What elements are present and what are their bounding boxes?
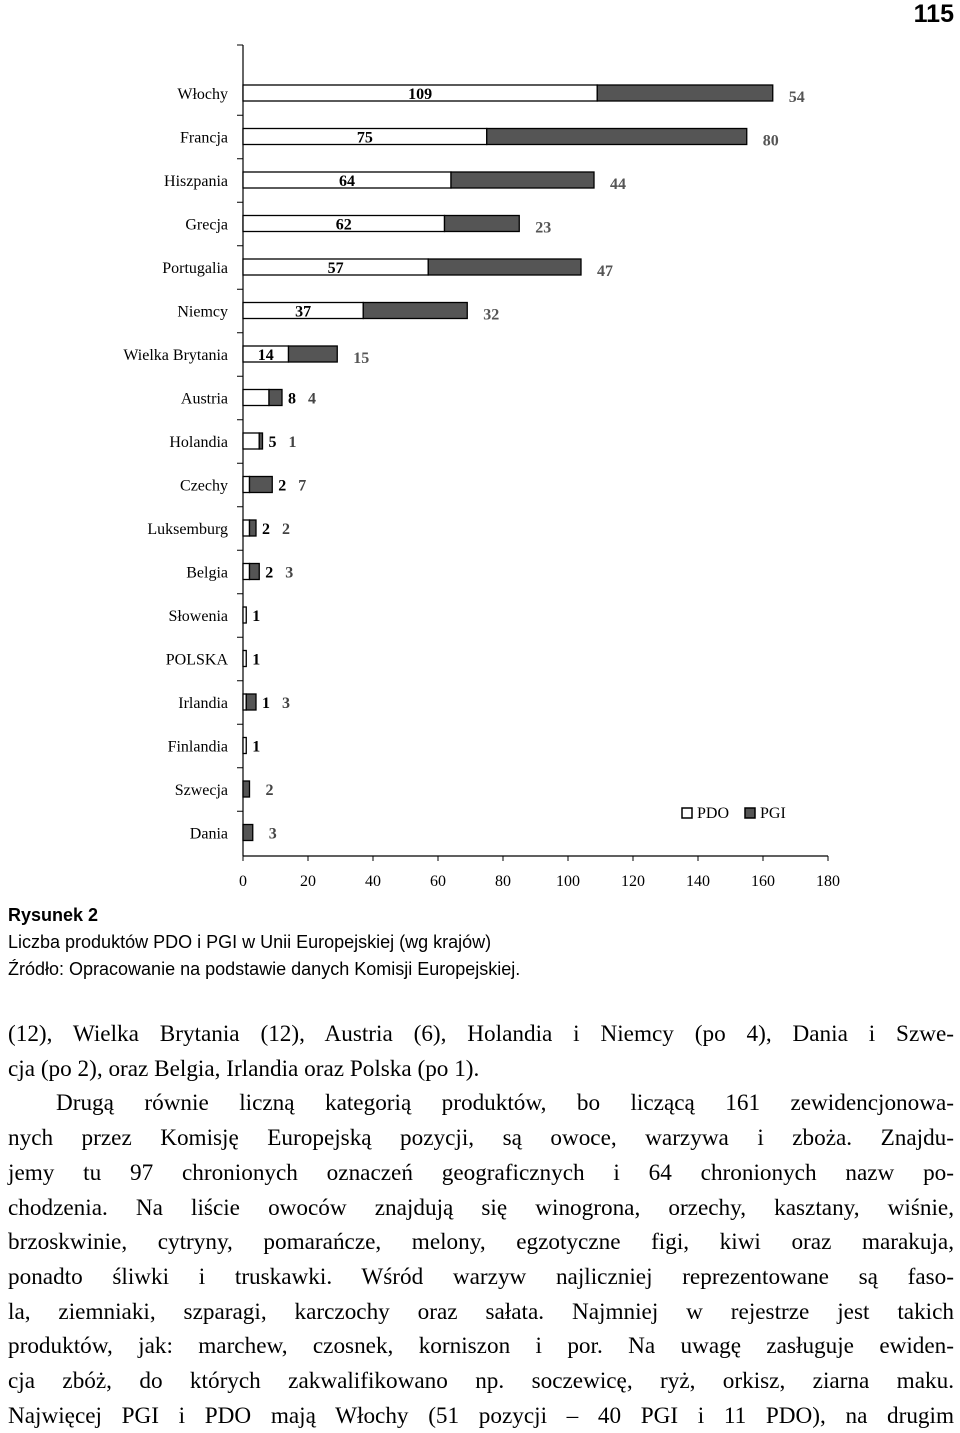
chart-legend xyxy=(682,805,786,822)
data-label-pdo: 75 xyxy=(356,129,373,147)
category-label: Irlandia xyxy=(178,695,228,712)
data-label-pgi: 3 xyxy=(268,825,277,843)
x-tick-label: 100 xyxy=(556,873,580,890)
x-tick-label: 140 xyxy=(686,873,710,890)
x-tick-labels xyxy=(239,873,840,890)
body-line: Drugą równie liczną kategorią produktów, bo liczącą 161 zewidencjonowa- xyxy=(56,1090,954,1117)
data-labels xyxy=(252,86,805,843)
data-label-pdo: 2 xyxy=(265,564,274,582)
page-number: 115 xyxy=(913,0,954,28)
figure-label: Rysunek 2 xyxy=(8,905,99,925)
body-line: (12), Wielka Brytania (12), Austria (6), Holandia i Niemcy (po 4), Dania i Szwe- xyxy=(8,1021,954,1047)
category-label: Niemcy xyxy=(177,303,228,321)
data-label-pdo: 2 xyxy=(262,521,270,538)
data-label-pdo: 109 xyxy=(408,86,433,103)
body-line: jemy tu 97 chronionych oznaczeń geograficznych i 64 chronionych nazw po- xyxy=(8,1159,954,1186)
bar-pdo xyxy=(243,520,250,536)
category-label: Czechy xyxy=(180,477,228,495)
data-label-pdo: 37 xyxy=(295,303,312,321)
x-tick-label: 160 xyxy=(751,873,775,890)
category-label: Grecja xyxy=(185,216,228,234)
data-label-pgi: 2 xyxy=(282,521,290,538)
body-line: produktów, jak: marchew, czosnek, korniszon i por. Na uwagę zasługuje ewiden- xyxy=(8,1333,954,1360)
x-tick-label: 180 xyxy=(816,873,840,890)
body-line: la, ziemniaki, szparagi, karczochy oraz sałata. Najmniej w rejestrze jest takich xyxy=(8,1298,954,1325)
bar-pgi xyxy=(243,781,250,797)
category-label: Portugalia xyxy=(162,260,228,277)
data-label-pdo: 5 xyxy=(268,434,277,451)
data-label-pgi: 80 xyxy=(762,132,779,150)
data-label-pgi: 47 xyxy=(597,263,613,280)
data-label-pgi: 54 xyxy=(788,89,805,106)
body-line: brzoskwinie, cytryny, pomarańcze, melony, egzotyczne figi, kiwi oraz marakuja, xyxy=(8,1229,954,1256)
category-label: Belgia xyxy=(186,564,228,582)
bar-pdo xyxy=(243,477,250,493)
bar-pdo xyxy=(243,433,259,449)
figure-caption xyxy=(8,902,948,983)
body-text xyxy=(8,1017,954,1433)
data-label-pdo: 62 xyxy=(335,216,352,234)
bar-pgi xyxy=(428,259,581,275)
figure-source: Źródło: Opracowanie na podstawie danych Komisji Europejskiej. xyxy=(8,959,521,979)
data-label-pgi: 3 xyxy=(285,564,294,582)
bar-pgi xyxy=(259,433,262,449)
chart-axes xyxy=(237,45,828,861)
bar-pdo xyxy=(243,651,246,667)
data-label-pdo: 57 xyxy=(327,260,344,277)
category-label: Finlandia xyxy=(167,738,228,756)
x-tick-label: 60 xyxy=(430,873,446,890)
legend-swatch-pdo xyxy=(682,808,692,818)
category-label: Hiszpania xyxy=(164,173,228,190)
x-tick-label: 120 xyxy=(621,873,645,890)
category-label: Francja xyxy=(180,129,228,147)
data-label-pdo: 8 xyxy=(288,390,296,408)
legend-label-pgi: PGI xyxy=(760,805,786,822)
bar-pgi xyxy=(597,85,773,101)
chart-bars xyxy=(243,85,773,841)
data-label-pdo: 1 xyxy=(252,608,261,625)
data-label-pgi: 7 xyxy=(298,477,307,495)
bar-pgi xyxy=(250,520,257,536)
category-label: Dania xyxy=(189,825,228,843)
x-tick-label: 20 xyxy=(300,873,316,890)
bar-pdo xyxy=(243,564,250,580)
bar-pgi xyxy=(445,216,520,232)
data-label-pgi: 4 xyxy=(308,390,316,408)
body-line: cja (po 2), oraz Belgia, Irlandia oraz Polska (po 1). xyxy=(8,1055,480,1082)
body-line: Najwięcej PGI i PDO mają Włochy (51 pozycji – 40 PGI i 11 PDO), na drugim xyxy=(8,1402,954,1429)
data-label-pdo: 64 xyxy=(339,173,355,190)
x-tick-label: 0 xyxy=(239,873,247,890)
bar-pgi xyxy=(289,346,338,362)
category-label: Włochy xyxy=(177,86,228,103)
bar-pdo xyxy=(243,607,246,623)
category-labels xyxy=(123,86,228,843)
category-label: POLSKA xyxy=(165,651,228,669)
bar-pdo xyxy=(243,390,269,406)
category-label: Wielka Brytania xyxy=(123,347,228,364)
bar-pgi xyxy=(487,129,747,145)
data-label-pgi: 3 xyxy=(282,695,290,712)
data-label-pgi: 2 xyxy=(265,782,274,799)
data-label-pgi: 1 xyxy=(288,434,297,451)
bar-pgi xyxy=(243,825,253,841)
bar-pdo xyxy=(243,738,246,754)
legend-label-pdo: PDO xyxy=(697,805,730,822)
bar-pgi xyxy=(269,390,282,406)
data-label-pdo: 14 xyxy=(257,347,274,364)
data-label-pgi: 44 xyxy=(610,176,626,193)
data-label-pdo: 1 xyxy=(252,651,261,669)
body-line: chodzenia. Na liście owoców znajdują się winogrona, orzechy, kasztany, wiśnie, xyxy=(8,1194,954,1221)
figure-title: Liczba produktów PDO i PGI w Unii Europejskiej (wg krajów) xyxy=(8,932,492,952)
body-line: cja zbóż, do których zakwalifikowano np. soczewicę, ryż, orkisz, ziarna maku. xyxy=(8,1368,954,1395)
bar-pgi xyxy=(246,694,256,710)
data-label-pgi: 23 xyxy=(535,219,552,237)
category-label: Austria xyxy=(180,390,228,408)
x-tick-label: 40 xyxy=(365,873,381,890)
legend-swatch-pgi xyxy=(745,808,755,818)
category-label: Słowenia xyxy=(168,608,228,625)
data-label-pdo: 2 xyxy=(278,477,287,495)
data-label-pgi: 15 xyxy=(353,350,370,367)
bar-pgi xyxy=(250,564,260,580)
category-label: Szwecja xyxy=(174,782,228,799)
data-label-pdo: 1 xyxy=(252,738,261,756)
bar-pgi xyxy=(363,303,467,319)
category-label: Holandia xyxy=(169,434,228,451)
data-label-pdo: 1 xyxy=(262,695,270,712)
data-label-pgi: 32 xyxy=(483,306,500,324)
bar-pgi xyxy=(451,172,594,188)
bar-pgi xyxy=(250,477,273,493)
category-label: Luksemburg xyxy=(147,521,228,538)
body-line: nych przez Komisję Europejską pozycji, są owoce, warzywa i zboża. Znajdu- xyxy=(8,1125,954,1152)
body-line: ponadto śliwki i truskawki. Wśród warzyw najliczniej reprezentowane są faso- xyxy=(8,1263,954,1290)
x-tick-label: 80 xyxy=(495,873,511,890)
